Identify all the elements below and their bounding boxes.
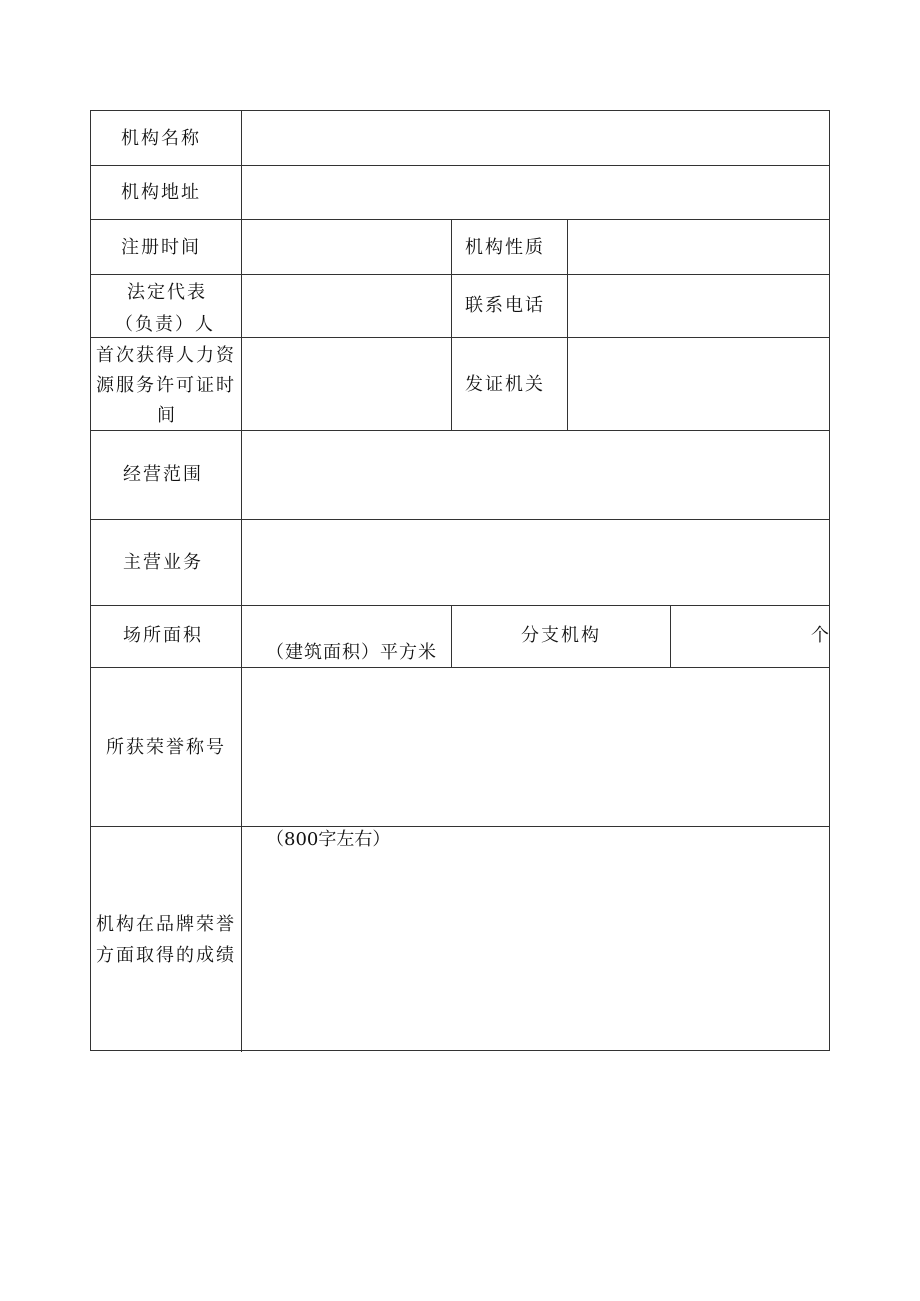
column-divider: [451, 605, 452, 667]
achievements-field[interactable]: [242, 827, 830, 1051]
license-time-label-line1: 首次获得人力资: [96, 345, 236, 366]
issuer-field[interactable]: [568, 338, 830, 430]
reg-time-field[interactable]: [242, 220, 451, 274]
legal-rep-field[interactable]: [242, 275, 451, 337]
main-business-label: 主营业务: [123, 552, 203, 573]
license-time-label-line2: 源服务许可证时: [96, 375, 236, 396]
legal-rep-label-line1: 法定代表: [127, 282, 207, 303]
branches-label: 分支机构: [521, 625, 601, 646]
business-scope-field[interactable]: [242, 431, 830, 519]
org-nature-label: 机构性质: [465, 237, 545, 258]
phone-label: 联系电话: [465, 295, 545, 316]
honors-field[interactable]: [242, 668, 830, 826]
main-business-field[interactable]: [242, 520, 830, 605]
license-time-field[interactable]: [242, 338, 451, 430]
achievements-label-line2: 方面取得的成绩: [96, 945, 236, 966]
org-address-label: 机构地址: [121, 182, 201, 203]
branches-field[interactable]: [671, 606, 830, 667]
legal-rep-label-line2: （负责）人: [115, 314, 215, 335]
column-divider: [451, 219, 452, 430]
achievements-label-line1: 机构在品牌荣誉: [96, 914, 236, 935]
reg-time-label: 注册时间: [121, 237, 201, 258]
site-area-label: 场所面积: [123, 625, 203, 646]
phone-field[interactable]: [568, 275, 830, 337]
license-time-label-line3: 间: [157, 405, 177, 426]
business-scope-label: 经营范围: [123, 464, 203, 485]
org-name-label: 机构名称: [121, 128, 201, 149]
branches-unit: 个: [811, 625, 831, 646]
site-area-unit: （建筑面积）平方米: [266, 642, 437, 663]
application-form-table: [90, 110, 830, 1051]
honors-label: 所获荣誉称号: [106, 737, 226, 758]
achievements-hint: （800字左右）: [266, 829, 391, 850]
org-nature-field[interactable]: [568, 220, 830, 274]
issuer-label: 发证机关: [465, 374, 545, 395]
org-name-field[interactable]: [242, 111, 830, 165]
org-address-field[interactable]: [242, 166, 830, 219]
